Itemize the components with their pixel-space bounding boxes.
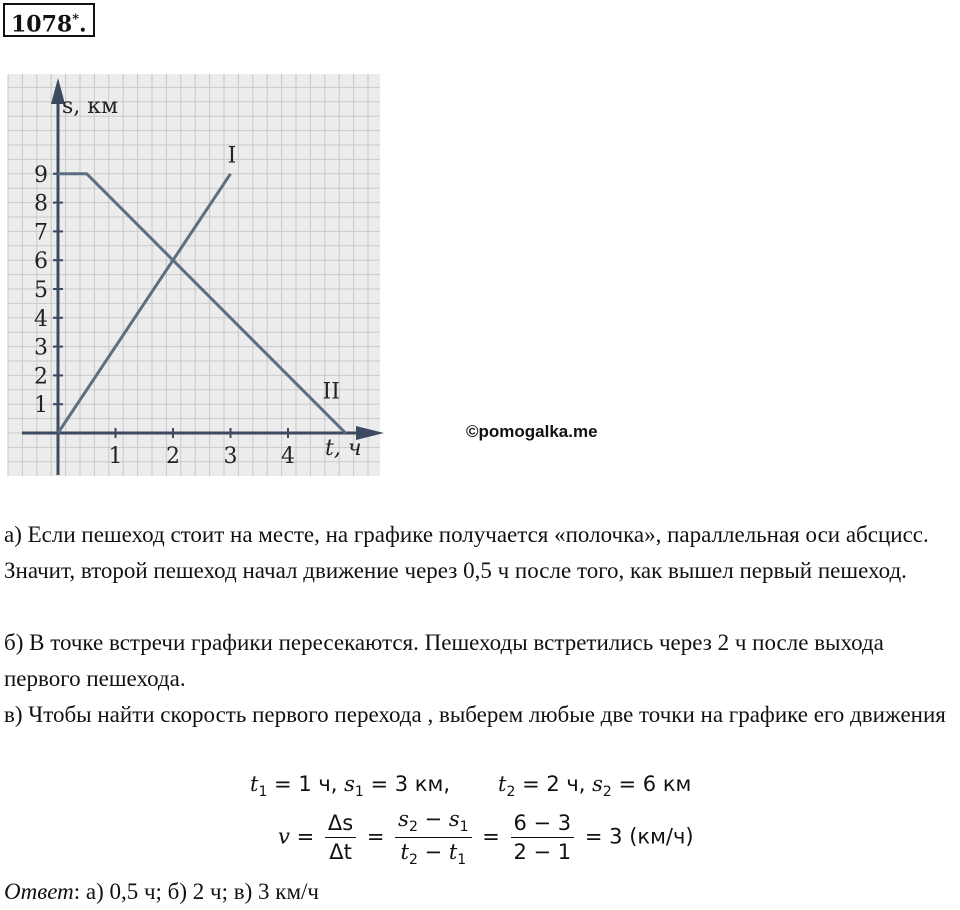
paragraph-b: б) В точке встречи графики пересекаются. Пешеходы встретились через 2 ч после выхода первого пешехода. <box>4 630 884 691</box>
num-s1-sub: 1 <box>459 819 469 835</box>
t1-var: t <box>250 772 259 796</box>
y-axis-label: s, км <box>62 94 119 119</box>
numerator-symbolic <box>395 807 471 838</box>
y-tick-label: 3 <box>34 335 48 361</box>
watermark: ©pomogalka.me <box>466 422 598 441</box>
y-tick-label: 2 <box>34 364 48 390</box>
motion-graph <box>0 70 400 480</box>
x-tick-label: 3 <box>223 444 238 469</box>
s2-var: s <box>592 772 603 796</box>
y-tick-label: 8 <box>34 191 48 217</box>
den-t1-sub: 1 <box>457 852 467 868</box>
denominator-numeric: 2 − 1 <box>513 840 572 864</box>
y-tick-label: 9 <box>34 162 48 188</box>
num-s2: s <box>398 807 409 831</box>
answer-text: : а) 0,5 ч; б) 2 ч; в) 3 км/ч <box>73 879 319 904</box>
s1-value: = 3 км, <box>363 772 451 796</box>
task-asterisk: * <box>72 12 80 27</box>
y-tick-label: 5 <box>34 278 48 303</box>
task-number-badge <box>3 3 95 37</box>
s2-value: = 6 км <box>611 772 692 796</box>
y-tick-label: 4 <box>34 306 48 332</box>
formula-speed <box>278 807 694 868</box>
series-label-I: I <box>227 143 237 169</box>
delta-t: Δt <box>329 840 352 864</box>
y-tick-label: 1 <box>34 393 48 419</box>
speed-result: 3 (км/ч) <box>609 824 694 849</box>
eq-4: = <box>584 824 603 849</box>
num-s2-sub: 2 <box>408 819 418 835</box>
formula-points <box>250 772 691 800</box>
den-t2-sub: 2 <box>408 852 418 868</box>
num-minus: − <box>417 807 449 831</box>
den-t1: t <box>448 840 458 864</box>
x-tick-label: 4 <box>281 444 295 469</box>
t2-var: t <box>498 772 507 796</box>
task-dot: . <box>79 11 87 38</box>
den-minus: − <box>417 840 449 864</box>
series-label-II: II <box>322 379 340 405</box>
t2-value: = 2 ч, <box>515 772 593 796</box>
fraction-numeric <box>511 811 575 864</box>
s1-sub: 1 <box>354 784 364 800</box>
fraction-symbolic <box>395 807 471 868</box>
x-tick-label: 2 <box>166 444 180 469</box>
t1-value: = 1 ч, <box>267 772 345 796</box>
answer-line <box>4 874 319 910</box>
y-tick-label: 7 <box>34 220 48 246</box>
den-t2: t <box>400 840 409 864</box>
v-var: v <box>278 824 290 849</box>
eq-3: = <box>482 824 500 849</box>
s2-sub: 2 <box>602 784 612 800</box>
motion-graph-svg <box>0 70 400 480</box>
paragraph-c: в) Чтобы найти скорость первого перехода , выберем любые две точки на графике его движения <box>4 702 946 727</box>
answer-label: Ответ <box>4 879 74 904</box>
num-s1: s <box>448 807 460 831</box>
eq-2: = <box>366 824 385 849</box>
t2-sub: 2 <box>506 784 516 800</box>
s1-var: s <box>344 772 355 796</box>
denominator-symbolic <box>395 838 471 868</box>
x-axis-label: t, ч <box>325 436 362 461</box>
numerator-numeric: 6 − 3 <box>511 811 575 838</box>
x-tick-label: 1 <box>108 444 123 469</box>
eq-1: = <box>296 824 315 849</box>
paragraph-a: а) Если пешеход стоит на месте, на графике получается «полочка», параллельная оси абсцисс. Значит, второй пешеход начал движение через 0,5 ч после того, как вышел первый пешеход. <box>4 522 929 583</box>
fraction-delta <box>325 811 356 864</box>
delta-s: Δs <box>325 811 356 838</box>
task-number: 1078 <box>11 11 73 38</box>
y-tick-label: 6 <box>34 249 48 275</box>
t1-sub: 1 <box>258 784 268 800</box>
